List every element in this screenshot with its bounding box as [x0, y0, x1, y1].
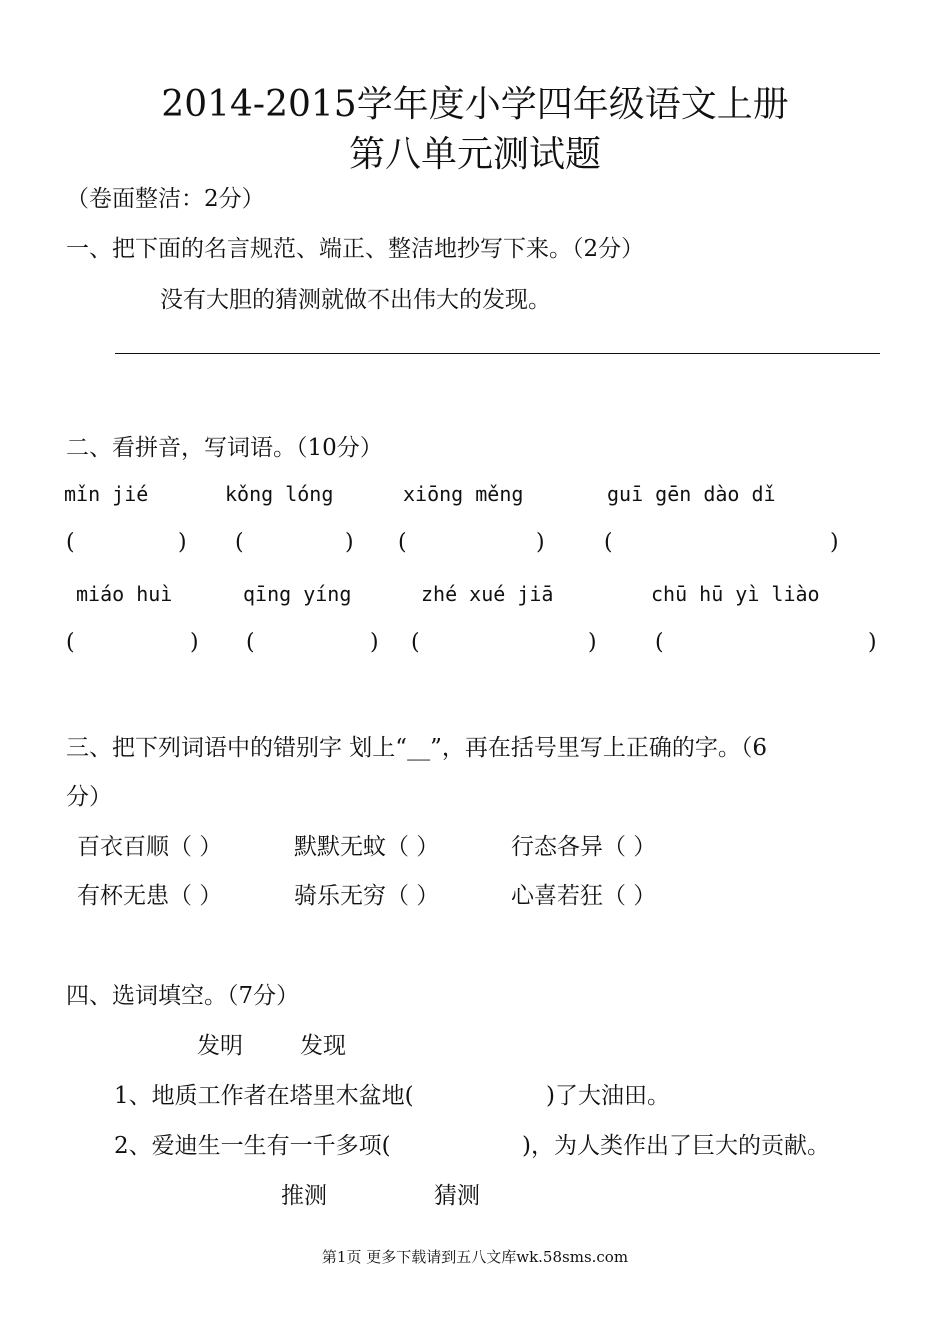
q4-sentence-1-start: 1、地质工作者在塔里木盆地( [114, 1083, 414, 1109]
q3-word-5: 骑乐无穷（ ） [294, 883, 440, 909]
paren-open-6: ( [246, 630, 255, 655]
q3-word-4: 有杯无患（ ） [77, 883, 223, 909]
paren-open-3: ( [398, 530, 407, 555]
paren-close-8: ) [868, 630, 877, 655]
pinyin-3: xiōng měng [403, 482, 524, 506]
q3-word-1: 百衣百顺（ ） [77, 834, 223, 860]
q1-answer-line[interactable] [115, 353, 880, 354]
q4-choice-1: 发明 [197, 1033, 243, 1059]
q3-heading: 三、把下列词语中的错别字 划上“__”，再在括号里写上正确的字。（6 [66, 735, 767, 761]
q3-word-6: 心喜若狂（ ） [511, 883, 657, 909]
paren-close-6: ) [370, 630, 379, 655]
paren-close-5: ) [190, 630, 199, 655]
paren-close-2: ) [345, 530, 354, 555]
pinyin-7: zhé xué jiā [421, 582, 554, 606]
q2-heading: 二、看拼音，写词语。（10分） [66, 435, 383, 461]
q1-quote: 没有大胆的猜测就做不出伟大的发现。 [160, 287, 551, 313]
page-footer: 第1页 更多下载请到五八文库wk.58sms.com [321, 1248, 629, 1266]
page-subtitle: 第八单元测试题 [348, 134, 601, 175]
q3-word-2: 默默无蚊（ ） [294, 834, 440, 860]
paren-open-8: ( [655, 630, 664, 655]
paren-close-1: ) [178, 530, 187, 555]
q4-sentence-1-end: )了大油田。 [546, 1083, 670, 1109]
q1-heading: 一、把下面的名言规范、端正、整洁地抄写下来。（2分） [66, 236, 645, 262]
q4-sentence-2-start: 2、爱迪生一生有一千多项( [114, 1133, 391, 1159]
paren-open-2: ( [235, 530, 244, 555]
pinyin-2: kǒng lóng [225, 482, 334, 506]
paren-close-3: ) [536, 530, 545, 555]
q4-choice-2: 发现 [300, 1033, 346, 1059]
paren-close-7: ) [588, 630, 597, 655]
paren-close-4: ) [830, 530, 839, 555]
paren-open-4: ( [604, 530, 613, 555]
pinyin-5: miáo huì [76, 582, 173, 606]
page-title: 2014-2015学年度小学四年级语文上册 [161, 84, 789, 125]
q3-word-3: 行态各异（ ） [511, 834, 657, 860]
q4-choice-3: 推测 [281, 1183, 327, 1209]
q4-choice-4: 猜测 [434, 1183, 480, 1209]
pinyin-1: mǐn jié [64, 482, 149, 506]
pinyin-6: qīng yíng [243, 582, 352, 606]
q4-heading: 四、选词填空。（7分） [66, 983, 300, 1009]
neatness-note: （卷面整洁：2分） [66, 186, 265, 212]
paren-open-7: ( [411, 630, 420, 655]
q3-heading-cont: 分） [66, 784, 112, 810]
pinyin-8: chū hū yì liào [651, 582, 820, 606]
paren-open-5: ( [66, 630, 75, 655]
paren-open-1: ( [66, 530, 75, 555]
q4-sentence-2-end: )，为人类作出了巨大的贡献。 [522, 1133, 830, 1159]
pinyin-4: guī gēn dào dǐ [607, 482, 776, 506]
